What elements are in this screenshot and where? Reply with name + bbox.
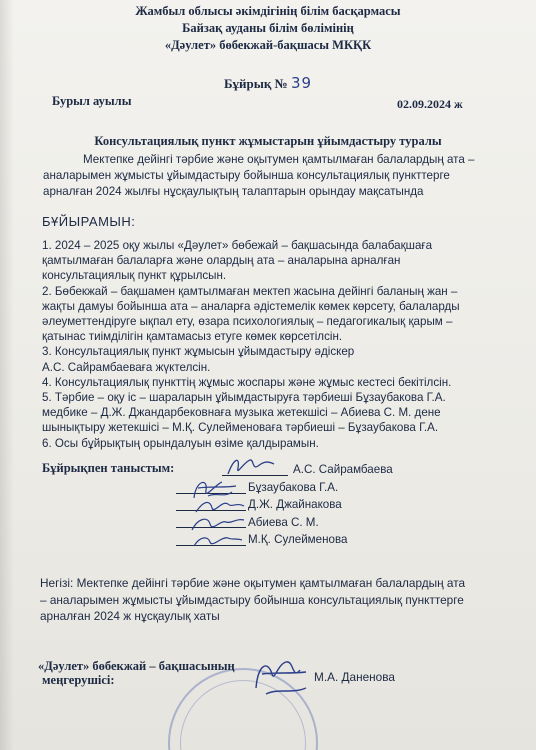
ack-name: М.Қ. Сулейменова bbox=[248, 533, 348, 546]
order-place: Бурыл ауылы bbox=[52, 94, 132, 108]
item-line: жақты дамуы бойынша ата – аналарға әдістемелік көмек көрсету, балаларды bbox=[42, 299, 460, 313]
item-line: әлеуметтендіруге ықпал ету, өзара психологиялық – педагогикалық қарым – bbox=[42, 315, 453, 329]
preamble bbox=[43, 152, 523, 200]
head-title-line-2: меңгерушісі: bbox=[42, 673, 115, 687]
ack-name: А.С. Сайрамбаева bbox=[293, 463, 393, 476]
command-heading: БҰЙЫРАМЫН: bbox=[42, 214, 136, 229]
item-line: 5. Тәрбие – оқу іс – шараларын ұйымдастыруға тәрбиеші Бұзаубакова Г.А. bbox=[42, 391, 446, 405]
item-line: медбике – Д.Ж. Джандарбековнаға музыка жетекшісі – Абиева С. М. дене bbox=[42, 406, 441, 420]
head-title bbox=[38, 659, 235, 687]
item-line: А.С. Сайрамбаеваға жүктелсін. bbox=[42, 360, 211, 374]
item-line: 1. 2024 – 2025 оқу жылы «Дәулет» бөбежай – бақшасында балабақшаға bbox=[42, 239, 433, 252]
item-line: қатынас тиімділігін қамтамасыз етуге көмек көрсетілсін. bbox=[42, 330, 343, 344]
page-shadow bbox=[0, 0, 14, 750]
basis-line-3: арналған 2024 ж нұсқаулық хаты bbox=[40, 609, 220, 623]
preamble-line-2: аналарымен жұмысты ұйымдастыру бойынша консультациялық пункттерге bbox=[43, 169, 450, 182]
order-label: Бұйрық № bbox=[223, 76, 288, 91]
basis-line-1: Негізі: Мектепке дейінгі тәрбие және оқытумен қамтылмаған балалардың ата bbox=[40, 576, 466, 590]
item-line: консультациялық пункт құрылсын. bbox=[42, 269, 227, 283]
head-name: М.А. Даненова bbox=[314, 670, 395, 684]
item-line: 3. Консультациялық пункт жұмысын ұйымдастыру әдіскер bbox=[42, 345, 355, 359]
item-line: шынықтыру жетекшісі – М.Қ. Сулейменоваға тәрбиеші – Бұзаубакова Г.А. bbox=[42, 421, 439, 435]
item-line: 2. Бөбекжай – бақшамен қамтылмаған мектеп жасына дейінгі баланың жан – bbox=[42, 284, 458, 298]
signature-5-icon bbox=[190, 528, 246, 552]
letterhead bbox=[0, 3, 536, 54]
order-number: 39 bbox=[290, 74, 313, 92]
basis-line-2: – аналарымен жұмысты ұйымдастыру бойынша консультациялық пункттерге bbox=[40, 592, 464, 607]
order-title bbox=[0, 74, 536, 92]
order-subject: Консультациялық пункт жұмыстарын ұйымдастыру туралы bbox=[94, 134, 442, 148]
ack-name: Д.Ж. Джайнакова bbox=[248, 498, 342, 511]
preamble-line-3: арналған 2024 жылғы нұсқаулықтың талаптарын орындау мақсатында bbox=[43, 185, 424, 198]
item-line: 4. Консультациялық пункттің жұмыс жоспары және жұмыс кестесі бекітілсін. bbox=[42, 375, 452, 389]
acknowledged-label: Бұйрықпен таныстым: bbox=[42, 461, 175, 475]
letterhead-line-2: Байзақ ауданы білім бөлімінің bbox=[182, 21, 354, 35]
head-title-line-1: «Дәулет» бөбекжай – бақшасының bbox=[38, 659, 235, 673]
order-date: 02.09.2024 ж bbox=[397, 97, 463, 111]
letterhead-line-1: Жамбыл облысы әкімдігінің білім басқармасы bbox=[135, 4, 401, 18]
basis-text bbox=[40, 575, 528, 625]
letterhead-line-3: «Дәулет» бөбекжай-бақшасы МКҚК bbox=[164, 38, 372, 52]
ack-name: Абиева С. М. bbox=[248, 515, 319, 529]
ack-name: Бұзаубакова Г.А. bbox=[248, 480, 339, 494]
preamble-line-1: Мектепке дейінгі тәрбие және оқытумен қамтылмаған балалардың ата – bbox=[83, 153, 475, 166]
order-items bbox=[42, 238, 530, 451]
item-line: 6. Осы бұйрықтың орындалуын өзіме қалдырамын. bbox=[42, 436, 319, 450]
item-line: қамтылмаған балаларға және олардың ата – аналарына арналған bbox=[42, 254, 401, 268]
head-signature-icon bbox=[248, 654, 312, 698]
